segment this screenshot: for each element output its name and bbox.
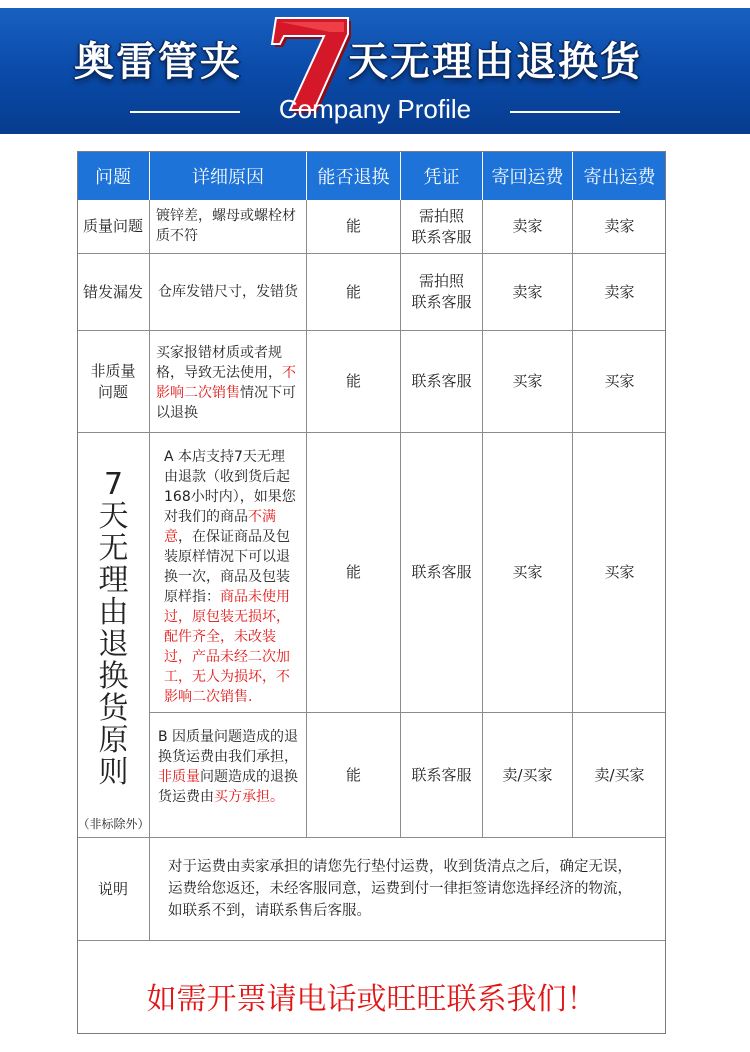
rule-b-mid: 问题造成的退换货运费由: [158, 769, 298, 805]
rule-note: （非标除外）: [77, 817, 150, 831]
row3-proof-text: 联系客服: [411, 372, 472, 390]
rule-b-returnable-text: 能: [345, 765, 361, 784]
rule-b-highlight2: 买方承担。: [214, 789, 284, 805]
rule-a-returnable: [307, 433, 401, 713]
header-banner: [0, 0, 750, 134]
rule-a-return-freight: [483, 433, 573, 713]
rule-a-send-freight: [573, 433, 666, 713]
row1-returnable-text: 能: [345, 217, 361, 235]
explain-text: 对于运费由卖家承担的请您先行垫付运费，收到货清点之后，确定无误，运费给您返还，未经客服同意，运费到付一律拒签请您选择经济的物流，如联系不到，请联系售后客服。: [168, 859, 632, 919]
row1-proof: [401, 200, 483, 254]
banner-title-left: 奥雷管夹: [74, 39, 242, 85]
rule-title-cell: [77, 433, 150, 838]
invoice-notice: 如需开票请电话或旺旺联系我们！: [146, 982, 597, 1017]
row3-reason: [150, 331, 307, 433]
banner-title-right: 天无理由退换货: [348, 39, 642, 85]
rule-a-text: [164, 447, 298, 707]
rule-a-intro: A 本店支持7天无理由退款（收到货后起168小时内），如果您对我们的商品: [164, 449, 296, 525]
rule-a-highlight1: 不满意: [164, 509, 276, 545]
rule-a-mid: ，在保证商品及包装原样情况下可以退换一次，商品及包装原样指：: [164, 529, 290, 605]
row3-reason-highlight: 不影响二次销售: [156, 365, 296, 401]
header-issue: 问题: [77, 151, 150, 200]
explain-label: 说明: [97, 879, 128, 898]
row2-return-freight: [483, 254, 573, 331]
row2-returnable: [307, 254, 401, 331]
header-return-freight: 寄回运费: [483, 151, 573, 200]
rule-b-returnable: [307, 713, 401, 838]
row1-return-freight: [483, 200, 573, 254]
rule-a-reason: [150, 433, 307, 713]
row1-reason: [150, 200, 307, 254]
row2-proof-text: 需拍照 联系客服: [411, 272, 472, 311]
rule-a-send-freight-text: 买家: [604, 563, 635, 581]
row1-send-freight: [573, 200, 666, 254]
row1-send-freight-text: 卖家: [604, 217, 635, 235]
row3-reason-part3: 情况下可以退换: [156, 385, 296, 421]
row3-returnable: [307, 331, 401, 433]
row3-proof: [401, 331, 483, 433]
row3-reason-text: [156, 343, 302, 423]
row3-issue-text: 非质量 问题: [90, 361, 136, 401]
rule-a-proof: [401, 433, 483, 713]
rule-b-proof-text: 联系客服: [411, 765, 472, 784]
explain-text-cell: [150, 838, 666, 941]
header-proof: 凭证: [401, 151, 483, 200]
rule-b-proof: [401, 713, 483, 838]
row2-reason: [150, 254, 307, 331]
rule-a-return-freight-text: 买家: [512, 563, 543, 581]
rule-a-returnable-text: 能: [345, 563, 361, 581]
row1-reason-text: 镀锌差，螺母或螺栓材质不符: [156, 208, 296, 244]
explain-label-cell: [77, 838, 150, 941]
rule-b-send-freight: [573, 713, 666, 838]
row3-send-freight: [573, 331, 666, 433]
rule-title: 7 天 无 理 由 退 换 货 原 则: [98, 467, 129, 790]
banner-subtitle: Company Profile: [278, 94, 472, 124]
return-policy-table: [77, 151, 666, 1034]
rule-b-text: [158, 727, 303, 807]
row3-return-freight-text: 买家: [512, 372, 543, 390]
rule-a-highlight2: 商品未使用过，原包装无损坏，配件齐全，未改装过，产品未经二次加工，无人为损坏，不影响二次销售.: [164, 589, 290, 705]
header-send-freight: 寄出运费: [573, 151, 666, 200]
header-reason: 详细原因: [150, 151, 307, 200]
row2-issue-text: 错发漏发: [82, 282, 143, 301]
row1-issue-text: 质量问题: [82, 217, 143, 235]
rule-b-intro: B 因质量问题造成的退换货运费由我们承担，: [158, 729, 299, 765]
header-returnable: 能否退换: [307, 151, 401, 200]
rule-b-return-freight-text: 卖/买家: [502, 765, 553, 784]
rule-a-proof-text: 联系客服: [411, 563, 472, 581]
row3-send-freight-text: 买家: [604, 372, 635, 390]
row1-returnable: [307, 200, 401, 254]
row3-issue: [77, 331, 150, 433]
row2-proof: [401, 254, 483, 331]
rule-b-return-freight: [483, 713, 573, 838]
row2-issue: [77, 254, 150, 331]
subtitle-rule-right: [510, 111, 620, 113]
rule-b-send-freight-text: 卖/买家: [594, 765, 645, 784]
row1-proof-text: 需拍照 联系客服: [411, 206, 472, 246]
rule-b-reason: [150, 713, 307, 838]
row3-returnable-text: 能: [345, 372, 361, 390]
row2-send-freight: [573, 254, 666, 331]
row1-return-freight-text: 卖家: [512, 217, 543, 235]
rule-b-highlight1: 非质量: [158, 769, 200, 785]
row1-issue: [77, 200, 150, 254]
row3-reason-part1: 买家报错材质或者规格，导致无法使用，: [156, 345, 282, 381]
row2-send-freight-text: 卖家: [604, 282, 635, 301]
row2-reason-text: 仓库发错尺寸，发错货: [158, 284, 298, 300]
row3-return-freight: [483, 331, 573, 433]
row2-returnable-text: 能: [345, 282, 361, 301]
row2-return-freight-text: 卖家: [512, 282, 543, 301]
